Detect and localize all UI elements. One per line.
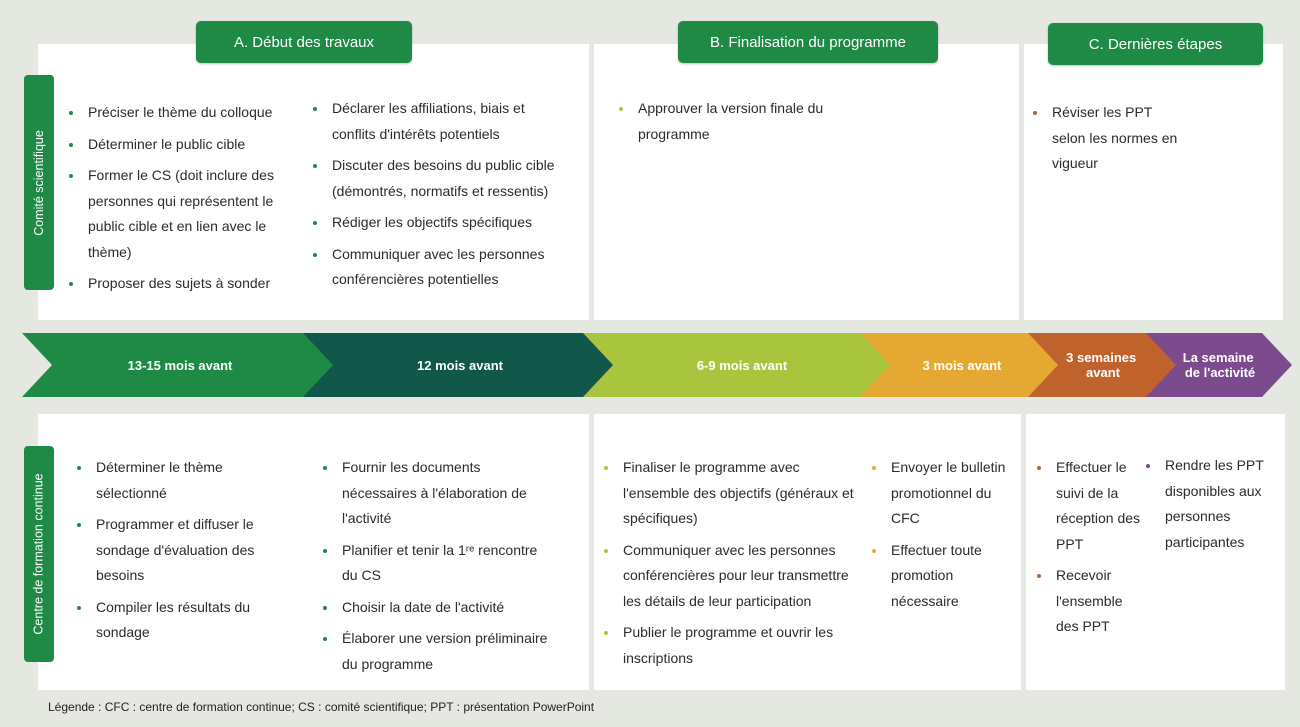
timeline xyxy=(0,331,1300,401)
list-item: Envoyer le bulletin promotionnel du CFC xyxy=(871,455,1019,532)
list-item: Recevoir l'ensemble des PPT xyxy=(1036,563,1148,640)
legend: Légende : CFC : centre de formation continue; CS : comité scientifique; PPT : présentation PowerPoint xyxy=(48,700,595,714)
list-item: Programmer et diffuser le sondage d'évaluation des besoins xyxy=(76,512,276,589)
phase-b-header: B. Finalisation du programme xyxy=(678,21,938,63)
phase-c-header: C. Dernières étapes xyxy=(1048,23,1263,65)
top-panel-b xyxy=(594,44,1019,320)
list-item: Discuter des besoins du public cible (démontrés, normatifs et ressentis) xyxy=(312,153,570,204)
row-label-text: Centre de formation continue xyxy=(32,473,46,635)
bottom-a-list-2 xyxy=(322,455,552,683)
list-item: Approuver la version finale du programme xyxy=(618,96,843,147)
top-c-list xyxy=(1032,100,1182,183)
bottom-b-list-2 xyxy=(871,455,1019,620)
list-item: Déclarer les affiliations, biais et conflits d'intérêts potentiels xyxy=(312,96,570,147)
bottom-a-list-1 xyxy=(76,455,276,652)
list-item: Former le CS (doit inclure des personnes qui représentent le public cible et en lien avec le thème) xyxy=(68,163,286,265)
timeline-label-4: 3 mois avant xyxy=(922,358,1002,373)
list-item: Déterminer le thème sélectionné xyxy=(76,455,276,506)
list-item: Publier le programme et ouvrir les inscriptions xyxy=(603,620,865,671)
top-b-list xyxy=(618,96,843,153)
timeline-label-6-line-2: de l'activité xyxy=(1184,365,1256,380)
list-item: Effectuer toute promotion nécessaire xyxy=(871,538,1019,615)
timeline-label-6-line-1: La semaine xyxy=(1182,350,1254,365)
timeline-label-1: 13-15 mois avant xyxy=(127,358,233,373)
list-item: Planifier et tenir la 1ʳᵉ rencontre du CS xyxy=(322,538,552,589)
bottom-c-list-2 xyxy=(1145,453,1280,561)
list-item: Finaliser le programme avec l'ensemble des objectifs (généraux et spécifiques) xyxy=(603,455,865,532)
row-label-text: Comité scientifique xyxy=(32,129,47,236)
row-label-continuing-education xyxy=(24,446,54,662)
top-a-list-2 xyxy=(312,96,570,299)
timeline-label-5-line-2: avant xyxy=(1086,365,1120,380)
bottom-b-list-1 xyxy=(603,455,865,677)
list-item: Fournir les documents nécessaires à l'élaboration de l'activité xyxy=(322,455,552,532)
list-item: Choisir la date de l'activité xyxy=(322,595,552,621)
list-item: Élaborer une version préliminaire du programme xyxy=(322,626,552,677)
phase-a-header: A. Début des travaux xyxy=(196,21,412,63)
list-item: Communiquer avec les personnes conférencières pour leur transmettre les détails de leur participation xyxy=(603,538,865,615)
top-a-list-1 xyxy=(68,100,286,303)
timeline-label-6 xyxy=(1183,350,1257,380)
list-item: Rédiger les objectifs spécifiques xyxy=(312,210,570,236)
row-label-scientific-committee xyxy=(24,75,54,290)
list-item: Compiler les résultats du sondage xyxy=(76,595,276,646)
list-item: Préciser le thème du colloque xyxy=(68,100,286,126)
list-item: Déterminer le public cible xyxy=(68,132,286,158)
timeline-label-5-line-1: 3 semaines xyxy=(1066,350,1137,365)
list-item: Communiquer avec les personnes conférencières potentielles xyxy=(312,242,570,293)
list-item: Réviser les PPT selon les normes en vigueur xyxy=(1032,100,1182,177)
list-item: Rendre les PPT disponibles aux personnes participantes xyxy=(1145,453,1280,555)
timeline-label-3: 6-9 mois avant xyxy=(696,358,788,373)
list-item: Effectuer le suivi de la réception des PPT xyxy=(1036,455,1148,557)
list-item: Proposer des sujets à sonder xyxy=(68,271,286,297)
bottom-c-list-1 xyxy=(1036,455,1148,646)
timeline-label-2: 12 mois avant xyxy=(417,358,503,373)
